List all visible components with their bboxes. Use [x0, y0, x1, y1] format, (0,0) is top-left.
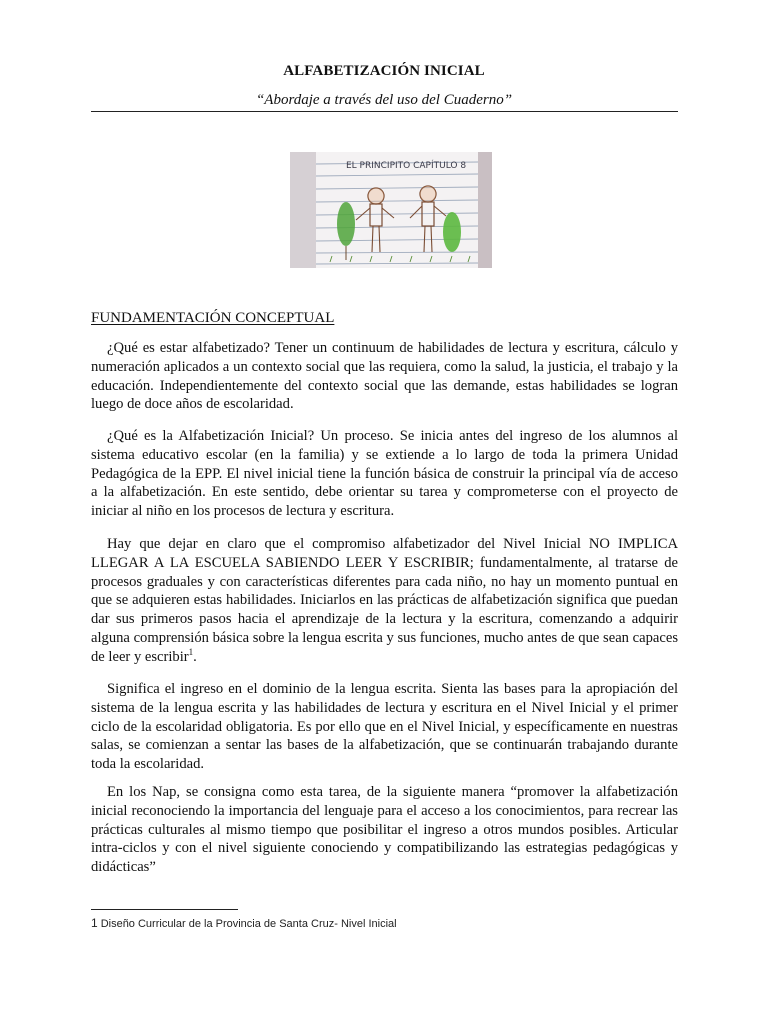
paragraph-1: ¿Qué es estar alfabetizado? Tener un continuum de habilidades de lectura y escritura, cálculo y numeración aplicados a un contexto social que las requiera, como la salud, la justicia, el trabajo y la educación. Independientemente del contexto social que las demande, estas habilidades se logran luego de doce años de escolaridad.	[91, 340, 678, 413]
document-subtitle: “Abordaje a través del uso del Cuaderno”	[255, 92, 513, 108]
paragraph-3	[91, 535, 678, 667]
notebook-drawing-photo	[290, 152, 492, 268]
paragraph-2: ¿Qué es la Alfabetización Inicial? Un proceso. Se inicia antes del ingreso de los alumnos al sistema educativo escolar (en la familia) y se extiende a lo largo de toda la primera Unidad Pedagógica de la EPP. El nivel inicial tiene la función básica de construir la principal vía de acceso a la alfabetización. En este sentido, debe orientar su tarea y comprometerse con el proyecto de iniciar al niño en los procesos de lectura y escritura.	[91, 428, 678, 520]
paragraph-3-end: .	[193, 648, 197, 665]
document-title: ALFABETIZACIÓN INICIAL	[283, 63, 485, 79]
footnote	[91, 916, 397, 930]
paragraph-3-text: Hay que dejar en claro que el compromiso alfabetizador del Nivel Inicial NO IMPLICA LLEGAR A LA ESCUELA SABIENDO LEER Y ESCRIBIR; fundamentalmente, al tratarse de procesos graduales y con características diferentes para cada niño, no hay un momento puntual en que se adquieren estas habilidades. Iniciarlos en las prácticas de alfabetización significa que puedan dar sus primeros pasos hacia el aprendizaje de la lectura y la escritura, comenzando a adquirir alguna comprensión básica sobre la lengua escrita y sus funciones, mucho antes de que sean capaces de leer y escribir	[91, 536, 678, 665]
notebook-drawing-image	[290, 152, 492, 268]
paragraph-4: Significa el ingreso en el dominio de la lengua escrita. Sienta las bases para la apropiación del sistema de la lengua escrita y las habilidades de lectura y escritura en el Nivel Inicial y el primer ciclo de la escolaridad obligatoria. Es por ello que en el Nivel Inicial, y específicamente en nuestras salas, se comienzan a sentar las bases de la alfabetización, que se continuarán trabajando durante toda la escolaridad.	[91, 681, 678, 773]
footnote-divider	[91, 909, 238, 910]
section-heading: FUNDAMENTACIÓN CONCEPTUAL	[91, 310, 335, 326]
handwritten-caption: EL PRINCIPITO CAPÍTULO 8	[346, 161, 467, 171]
title-divider	[91, 111, 678, 112]
footnote-text: Diseño Curricular de la Provincia de Santa Cruz- Nivel Inicial	[100, 918, 397, 930]
footnote-number: 1	[91, 916, 98, 930]
footnote-reference[interactable]: 1	[188, 646, 194, 657]
paragraph-5: En los Nap, se consigna como esta tarea, de la siguiente manera “promover la alfabetización inicial reconociendo la importancia del lenguaje para el acceso a los conocimientos, para recrear las prácticas culturales al mismo tiempo que posibilitar el ingreso a otros mundos posibles. Articular intra-ciclos y con el nivel siguiente conociendo y compatibilizando las estrategias pedagógicas y didácticas”	[91, 784, 678, 876]
